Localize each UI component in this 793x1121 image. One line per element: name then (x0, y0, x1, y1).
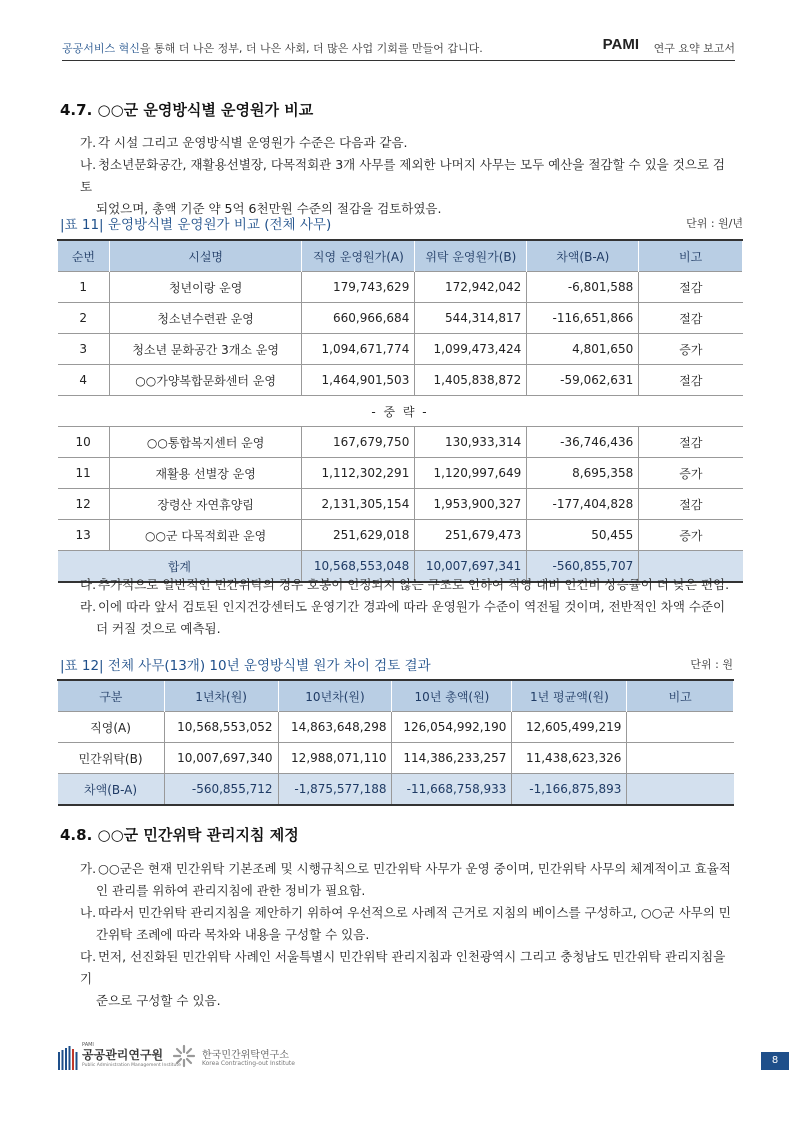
table-cell (627, 712, 734, 743)
table-cell: 4,801,650 (527, 334, 639, 365)
item-marker: 다. (80, 577, 97, 592)
table-cell: 251,679,473 (415, 520, 527, 551)
table-cell: 11 (58, 458, 110, 489)
paragraph-text: 따라서 민간위탁 관리지침을 제안하기 위하여 우선적으로 사례적 근거로 지침의 베이스를 구성하고, ○○군 사무의 민 (97, 905, 731, 920)
table-cell (627, 743, 734, 774)
table-cell: 직영(A) (58, 712, 165, 743)
table-12-unit: 단위 : 원 (690, 658, 733, 671)
table-cell: 660,966,684 (302, 303, 415, 334)
table-cell: 8,695,358 (527, 458, 639, 489)
header-cell: 비고 (627, 680, 734, 712)
section-4-7-paragraph-a (80, 132, 737, 154)
table-cell: 114,386,233,257 (392, 743, 512, 774)
table-cell: 11,438,623,326 (512, 743, 627, 774)
table-header-row (58, 680, 734, 712)
table-cell: 1,112,302,291 (302, 458, 415, 489)
table-row (58, 743, 734, 774)
org2-name: 한국민간위탁연구소 (202, 1050, 289, 1061)
paragraph-text: 먼저, 선진화된 민간위탁 사례인 서울특별시 민간위탁 관리지침과 인천광역시 그리고 충청남도 민간위탁 관리지침을 기 (80, 949, 726, 986)
paragraph-c (80, 574, 737, 596)
diff-cell: -1,875,577,188 (278, 774, 392, 806)
total-cell: -560,855,707 (527, 551, 639, 583)
table-cell: 126,054,992,190 (392, 712, 512, 743)
table-cell: 1,099,473,424 (415, 334, 527, 365)
header-cell: 비고 (639, 240, 743, 272)
table-row (58, 365, 743, 396)
header-cell: 1년차(원) (164, 680, 278, 712)
paragraph-text-cont: 간위탁 조례에 따라 목차와 내용을 구성할 수 있음. (96, 927, 370, 942)
paragraph-text-cont: 준으로 구성할 수 있음. (96, 993, 221, 1008)
table-cell: 청소년수련관 운영 (109, 303, 301, 334)
item-marker: 라. (80, 599, 97, 614)
item-marker: 나. (80, 905, 97, 920)
table-12-caption: |표 12| 전체 사무(13개) 10년 운영방식별 원가 차이 검토 결과 (60, 658, 431, 674)
table-cell: 1,953,900,327 (415, 489, 527, 520)
table-cell: 50,455 (527, 520, 639, 551)
table-cell: 1,094,671,774 (302, 334, 415, 365)
item-marker: 다. (80, 949, 97, 964)
page-footer (58, 1042, 779, 1074)
table-cell: 14,863,648,298 (278, 712, 392, 743)
section-4-8-paragraph-b (80, 902, 737, 946)
table-row (58, 427, 743, 458)
table-cell: 10,007,697,340 (164, 743, 278, 774)
item-marker: 나. (80, 157, 97, 172)
paragraph-text: 각 시설 그리고 운영방식별 운영원가 수준은 다음과 같음. (97, 135, 408, 150)
table-cell: 2,131,305,154 (302, 489, 415, 520)
item-marker: 가. (80, 135, 97, 150)
org2-subtitle: Korea Contracting-out Institute (202, 1060, 295, 1067)
omission-cell: - 중 략 - (58, 396, 743, 427)
table-cell: 청년이랑 운영 (109, 272, 301, 303)
table-cell: ○○군 다목적회관 운영 (109, 520, 301, 551)
table-cell: 1 (58, 272, 110, 303)
table-cell: 544,314,817 (415, 303, 527, 334)
header-report-type: 연구 요약 보고서 (653, 42, 735, 55)
table-12 (57, 679, 734, 806)
table-cell: 12,988,071,110 (278, 743, 392, 774)
star-icon (172, 1044, 196, 1068)
table-omission-row (58, 396, 743, 427)
section-title-4-7: 4.7. ○○군 운영방식별 운영원가 비교 (60, 101, 314, 119)
table-cell: 179,743,629 (302, 272, 415, 303)
paragraph-text-cont: 더 커질 것으로 예측됨. (96, 621, 221, 636)
org1-name: 공공관리연구원 (82, 1048, 164, 1062)
paragraph-text: ○○군은 현재 민간위탁 기본조례 및 시행규칙으로 민간위탁 사무가 운영 중이며, 민간위탁 사무의 체계적이고 효율적 (97, 861, 731, 876)
header-cell: 10년 총액(원) (392, 680, 512, 712)
table-cell: 재활용 선별장 운영 (109, 458, 301, 489)
table-row (58, 520, 743, 551)
table-row (58, 458, 743, 489)
table-cell: 절감 (639, 489, 743, 520)
table-cell: 절감 (639, 427, 743, 458)
org1-subtitle: Public Administration Management Institute (82, 1063, 181, 1068)
table-cell: 12 (58, 489, 110, 520)
table-cell: -177,404,828 (527, 489, 639, 520)
table-cell: 1,464,901,503 (302, 365, 415, 396)
header-cell: 시설명 (109, 240, 301, 272)
header-cell: 순번 (58, 240, 110, 272)
header-tagline (62, 40, 483, 56)
table-cell: 증가 (639, 520, 743, 551)
table-cell: 10 (58, 427, 110, 458)
header-brand: PAMI (602, 36, 639, 53)
table-cell: -36,746,436 (527, 427, 639, 458)
paragraph-text: 이에 따라 앞서 검토된 인지건강센터도 운영기간 경과에 따라 운영원가 수준이 역전될 것이며, 전반적인 차액 수준이 (97, 599, 726, 614)
paragraph-text-cont: 인 관리를 위하여 관리지침에 관한 정비가 필요함. (96, 883, 366, 898)
table-cell: 절감 (639, 303, 743, 334)
diff-cell: -1,166,875,893 (512, 774, 627, 806)
table-cell: 1,120,997,649 (415, 458, 527, 489)
table-row (58, 303, 743, 334)
paragraph-text: 청소년문화공간, 재활용선별장, 다목적회관 3개 사무를 제외한 나머지 사무는 모두 예산을 절감할 수 있을 것으로 검토 (80, 157, 725, 194)
page-header (62, 36, 735, 61)
table-cell: 증가 (639, 458, 743, 489)
table-row (58, 272, 743, 303)
table-row (58, 712, 734, 743)
paragraph-d (80, 596, 737, 640)
table-cell: 167,679,750 (302, 427, 415, 458)
table-cell: 12,605,499,219 (512, 712, 627, 743)
section-4-7-paragraph-b (80, 154, 737, 220)
table-11-unit: 단위 : 원/년 (686, 217, 743, 230)
header-cell: 10년차(원) (278, 680, 392, 712)
paragraph-text: 추가적으로 일반적인 민간위탁의 경우 호봉이 인정되지 않는 구조로 인하여 직영 대비 인건비 상승률이 더 낮은 편임. (97, 577, 730, 592)
pami-logo-small: PAMI (82, 1042, 94, 1048)
section-4-8-paragraph-a (80, 858, 737, 902)
total-cell: 10,568,553,048 (302, 551, 415, 583)
header-cell: 위탁 운영원가(B) (415, 240, 527, 272)
section-title-4-8: 4.8. ○○군 민간위탁 관리지침 제정 (60, 826, 299, 844)
bars-icon (58, 1046, 78, 1070)
diff-cell: -560,855,712 (164, 774, 278, 806)
paragraph-text-cont: 되었으며, 총액 기준 약 5억 6천만원 수준의 절감을 검토하였음. (96, 201, 442, 216)
table-cell: -6,801,588 (527, 272, 639, 303)
table-cell: 장령산 자연휴양림 (109, 489, 301, 520)
table-cell: 10,568,553,052 (164, 712, 278, 743)
table-cell: 1,405,838,872 (415, 365, 527, 396)
table-cell: -116,651,866 (527, 303, 639, 334)
table-cell: 13 (58, 520, 110, 551)
item-marker: 가. (80, 861, 97, 876)
table-cell: 증가 (639, 334, 743, 365)
table-cell: 4 (58, 365, 110, 396)
section-4-8-paragraph-c (80, 946, 737, 1012)
table-11 (57, 239, 743, 583)
page-number: 8 (761, 1052, 789, 1070)
header-cell: 1년 평균액(원) (512, 680, 627, 712)
table-header-row (58, 240, 743, 272)
table-cell: 251,629,018 (302, 520, 415, 551)
table-cell: 민간위탁(B) (58, 743, 165, 774)
header-cell: 직영 운영원가(A) (302, 240, 415, 272)
table-row (58, 489, 743, 520)
table-row (58, 334, 743, 365)
table-cell: -59,062,631 (527, 365, 639, 396)
header-cell: 차액(B-A) (527, 240, 639, 272)
table-cell: 130,933,314 (415, 427, 527, 458)
diff-label: 차액(B-A) (58, 774, 165, 806)
table-cell: 절감 (639, 272, 743, 303)
table-cell: 3 (58, 334, 110, 365)
table-cell: ○○통합복지센터 운영 (109, 427, 301, 458)
table-difference-row (58, 774, 734, 806)
diff-cell: -11,668,758,933 (392, 774, 512, 806)
table-cell: 2 (58, 303, 110, 334)
total-label: 합계 (58, 551, 302, 583)
tagline-highlight: 공공서비스 혁신 (62, 42, 140, 55)
table-cell: 절감 (639, 365, 743, 396)
diff-cell (627, 774, 734, 806)
table-cell: 청소년 문화공간 3개소 운영 (109, 334, 301, 365)
tagline-rest: 을 통해 더 나은 정부, 더 나은 사회, 더 많은 사업 기회를 만들어 갑니다. (139, 42, 483, 55)
total-cell: 10,007,697,341 (415, 551, 527, 583)
header-cell: 구분 (58, 680, 165, 712)
table-cell: ○○가양복합문화센터 운영 (109, 365, 301, 396)
table-cell: 172,942,042 (415, 272, 527, 303)
table-11-caption: |표 11| 운영방식별 운영원가 비교 (전체 사무) (60, 217, 332, 233)
